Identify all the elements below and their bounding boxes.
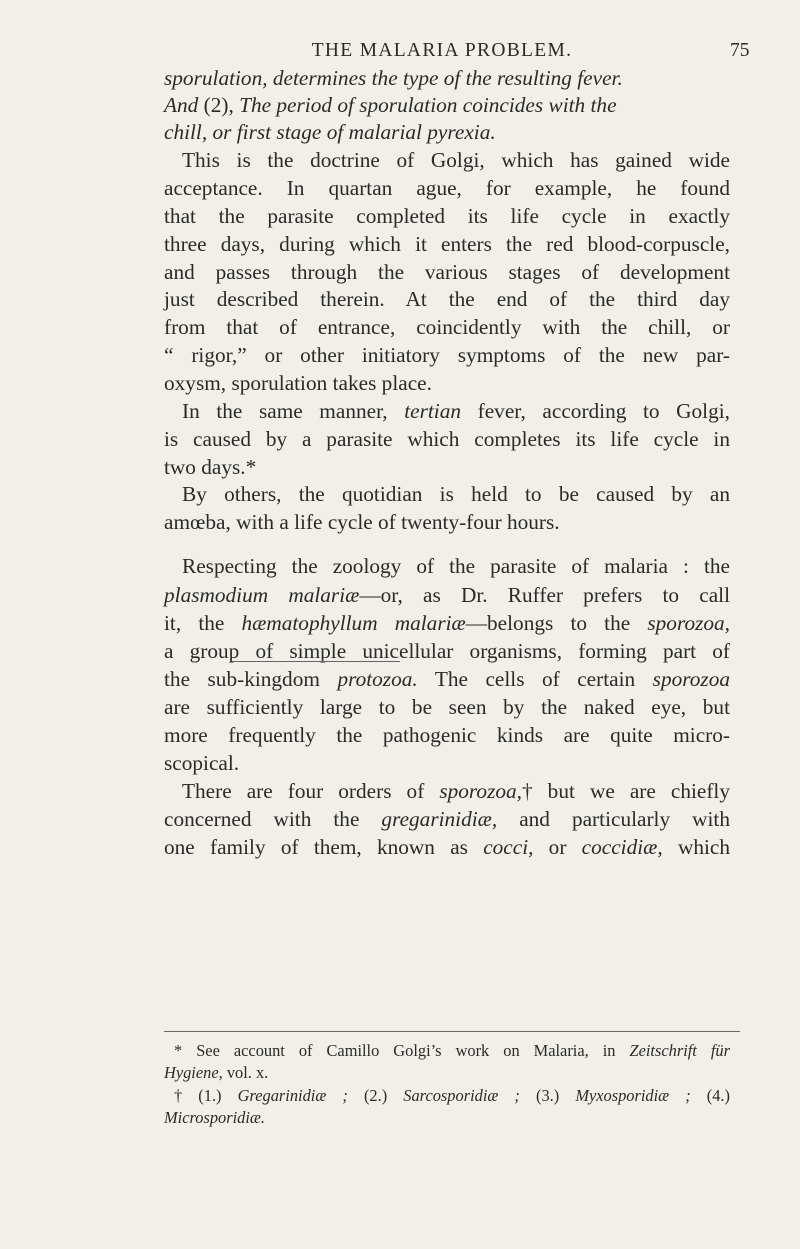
text-run: which [662, 835, 730, 859]
text-run: fever, according to Golgi, [461, 399, 730, 423]
body-line [164, 425, 730, 453]
body-line [164, 313, 730, 341]
footnote-rule [164, 1031, 740, 1032]
body-line [164, 665, 730, 693]
text-run: is caused by a parasite which completes its life cycle in [164, 427, 730, 451]
text-run: By others, the quotidian is held to be caused by an [182, 482, 730, 506]
body-line [164, 64, 623, 92]
body-line [164, 118, 496, 146]
text-run: —or, as Dr. Ruffer prefers to call [359, 583, 730, 607]
text-run: (4.) [690, 1086, 730, 1105]
italic-text: cocci, [483, 835, 534, 859]
body-line [164, 202, 730, 230]
text-run: This is the doctrine of Golgi, which has gained wide [182, 148, 730, 172]
text-run: the sub-kingdom [164, 667, 338, 691]
text-run: oxysm, sporulation takes place. [164, 371, 432, 395]
text-run: (2.) [347, 1086, 404, 1105]
body-line [164, 721, 730, 749]
text-run: two days.* [164, 455, 257, 479]
text-run: from that of entrance, coincidently with the chill, or [164, 315, 730, 339]
text-run: and passes through the various stages of development [164, 260, 730, 284]
footnote-line [174, 1040, 730, 1062]
text-run: amœba, with a life cycle of twenty-four hours. [164, 510, 560, 534]
italic-text: Hygiene, [164, 1063, 223, 1082]
text-run: There are four orders of [182, 779, 440, 803]
text-run: it, the [164, 611, 242, 635]
text-run: —belongs to the [465, 611, 648, 635]
text-run: three days, during which it enters the red blood-corpuscle, [164, 232, 730, 256]
body-line [182, 777, 730, 805]
text-run: * See account of Camillo Golgi’s work on Malaria, in [174, 1041, 630, 1060]
body-line [164, 609, 730, 637]
body-line [164, 258, 730, 286]
running-head: THE MALARIA PROBLEM. [311, 40, 573, 61]
italic-text: sporozoa, [439, 779, 522, 803]
text-run: are sufficiently large to be seen by the naked eye, but [164, 695, 730, 719]
text-run: † but we are chiefly [521, 779, 730, 803]
body-line [164, 369, 432, 397]
body-line [164, 581, 730, 609]
body-line [164, 91, 617, 119]
footnote-line [174, 1085, 730, 1107]
italic-text: Zeitschrift für [629, 1041, 730, 1060]
italic-text: protozoa. [337, 667, 418, 691]
italic-text: sporulation, determines the type of the resulting fever. [164, 66, 623, 90]
italic-text: Myxosporidiæ ; [575, 1086, 691, 1105]
body-line [164, 805, 730, 833]
italic-text: gregarinidiæ, [381, 807, 498, 831]
section-divider [232, 661, 400, 662]
body-line [164, 693, 730, 721]
text-run: Respecting the zoology of the parasite of malaria : the [182, 554, 730, 578]
body-line [164, 833, 730, 861]
body-line [182, 480, 730, 508]
text-run: a group of simple unicellular organisms, forming part of [164, 639, 730, 663]
text-run: more frequently the pathogenic kinds are quite micro- [164, 723, 730, 747]
body-line [164, 285, 730, 313]
text-run: and particularly with [497, 807, 730, 831]
italic-text: The period of sporulation coincides with the [239, 93, 617, 117]
text-run: † (1.) [174, 1086, 238, 1105]
text-run: “ rigor,” or other initiatory symptoms of the new par- [164, 343, 730, 367]
text-run: In the same manner, [182, 399, 405, 423]
italic-text: And [164, 93, 199, 117]
body-line [182, 146, 730, 174]
body-line [164, 174, 730, 202]
footnote-line [164, 1062, 268, 1084]
italic-text: sporozoa, [647, 611, 730, 635]
italic-text: chill, or first stage of malarial pyrexia. [164, 120, 496, 144]
body-line [164, 749, 239, 777]
footnote-line [164, 1107, 265, 1129]
text-run: or [533, 835, 582, 859]
text-run: just described therein. At the end of the third day [164, 287, 730, 311]
text-run: (2), [198, 93, 240, 117]
italic-text: plasmodium malariæ [164, 583, 360, 607]
text-run: scopical. [164, 751, 240, 775]
body-line [164, 453, 256, 481]
italic-text: hæmatophyllum malariæ [241, 611, 466, 635]
italic-text: Sarcosporidiæ ; [403, 1086, 520, 1105]
text-run: that the parasite completed its life cycle in exactly [164, 204, 730, 228]
italic-text: Gregarinidiæ ; [237, 1086, 348, 1105]
text-run: acceptance. In quartan ague, for example, he found [164, 176, 730, 200]
page-number: 75 [730, 40, 750, 61]
italic-text: tertian [404, 399, 462, 423]
text-run: concerned with the [164, 807, 382, 831]
italic-text: Microsporidiæ. [164, 1108, 265, 1127]
body-line [164, 230, 730, 258]
italic-text: sporozoa [652, 667, 730, 691]
body-line [164, 508, 560, 536]
text-run: (3.) [519, 1086, 576, 1105]
body-line [164, 341, 730, 369]
text-run: vol. x. [222, 1063, 269, 1082]
text-run: The cells of certain [417, 667, 653, 691]
text-run: one family of them, known as [164, 835, 484, 859]
body-line [182, 552, 730, 580]
italic-text: coccidiæ, [581, 835, 663, 859]
body-line [182, 397, 730, 425]
